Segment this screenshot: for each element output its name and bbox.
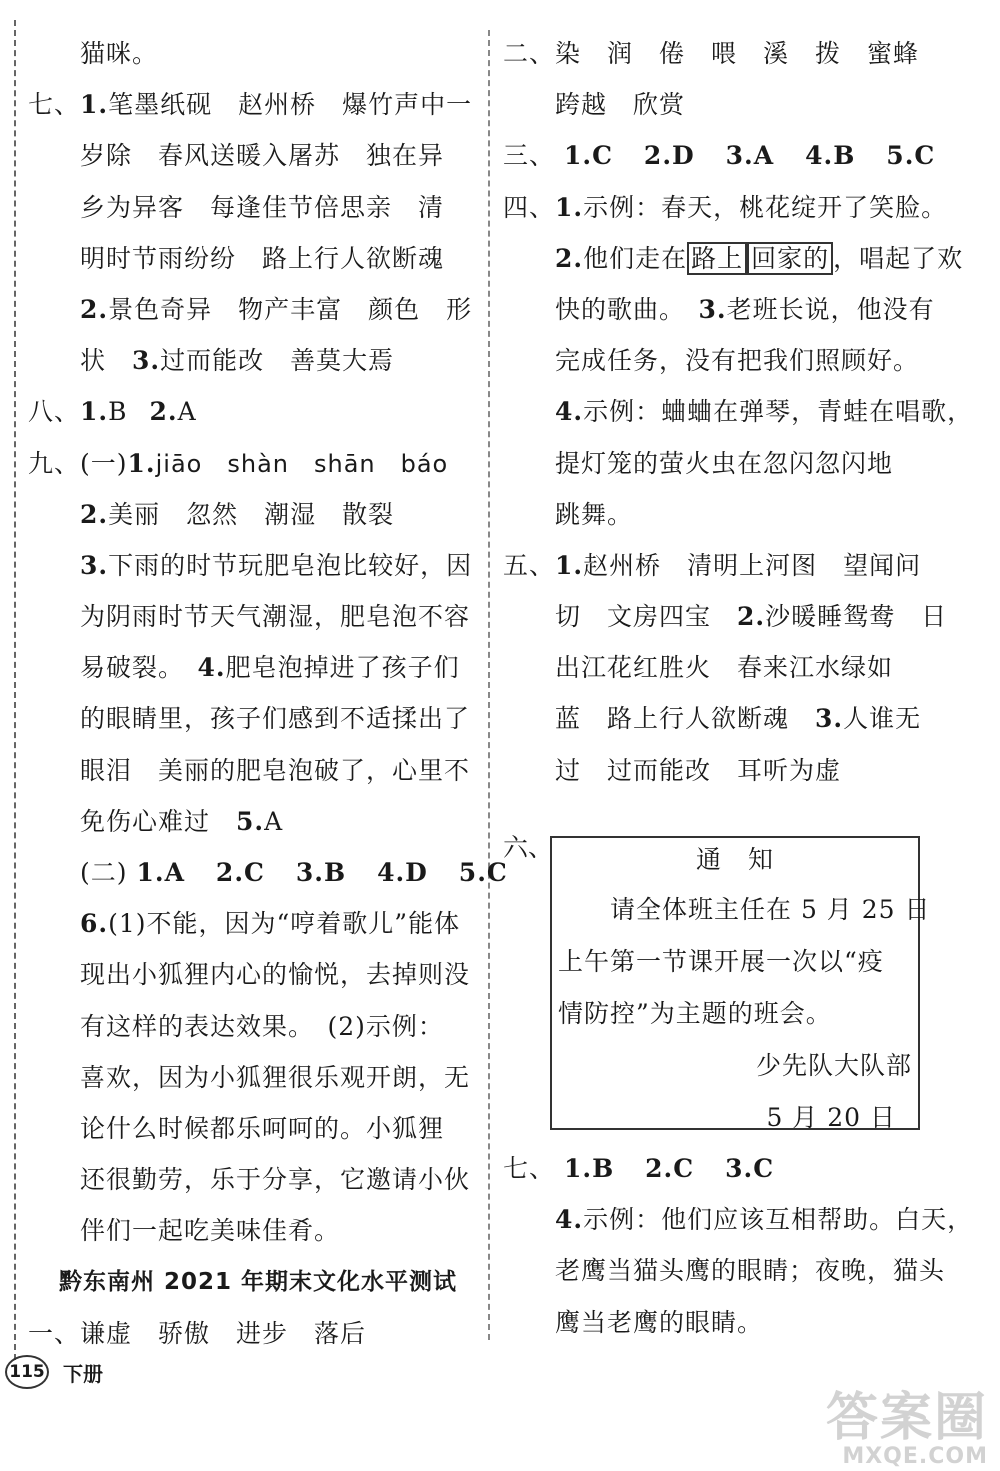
answer-line: 完成任务，没有把我们照顾好。: [555, 346, 920, 376]
volume-label: 下册: [63, 1361, 103, 1386]
answer-line: [28, 642, 478, 693]
item-number: 3.: [815, 704, 844, 734]
notice-date: 5 月 20 日: [766, 1103, 896, 1132]
item-number: 1.: [127, 448, 156, 478]
answer-line: [28, 335, 478, 386]
answer-text: 肥皂泡掉进了孩子们: [225, 653, 460, 683]
answer-text: 笔墨纸砚 赵州桥 爆竹声中一: [108, 90, 473, 120]
item-number: 4.: [197, 653, 226, 683]
item-number: 1.: [555, 550, 584, 580]
answer-text: 赵州桥 清明上河图 望闻问: [583, 550, 922, 580]
answer-text: B: [108, 397, 128, 427]
section-label: 八、: [28, 397, 81, 427]
answer-line: 乡为异客 每逢佳节倍思亲 清: [80, 192, 445, 222]
answer-line: [503, 182, 948, 233]
answer-text: 过而能改 善莫大焉: [160, 346, 395, 376]
section-label: 七、: [503, 1154, 556, 1183]
item-number: 4.: [555, 397, 584, 427]
answer-line: 老鹰当猫头鹰的眼睛；夜晚，猫头: [555, 1256, 946, 1286]
section-label: (二): [80, 858, 128, 887]
notice-body-line: 请全体班主任在 5 月 25 日: [610, 895, 931, 924]
item-number: 2.: [555, 243, 584, 273]
answer-line: 现出小狐狸内心的愉悦，去掉则没: [80, 960, 471, 990]
item-number: 1.: [80, 397, 109, 427]
answer-text: 谦虚 骄傲 进步 落后: [80, 1318, 367, 1348]
answer-text: A: [177, 397, 197, 427]
answer-text: 示例：他们应该互相帮助。白天，: [583, 1205, 974, 1235]
page-footer: [5, 1352, 103, 1392]
notice-body-line: 上午第一节课开展一次以“疫: [558, 947, 884, 976]
answer-line: 鹰当老鹰的眼睛。: [555, 1307, 764, 1337]
left-column: [28, 28, 508, 1359]
answer-text: 示例：春天，桃花绽开了笑脸。: [583, 192, 948, 222]
section-label: 五、: [503, 550, 556, 580]
item-number: 5.: [236, 806, 265, 836]
choice-answer: 4.D: [377, 858, 428, 887]
item-number: 3.: [132, 346, 161, 376]
answer-text: 人谁无: [843, 704, 922, 734]
choice-answer: 3.B: [295, 858, 347, 887]
choice-answer: 4.B: [805, 141, 856, 171]
answer-line: 明时节雨纷纷 路上行人欲断魂: [80, 243, 445, 273]
answer-text: 老班长说，他没有: [726, 294, 935, 324]
section-label: 四、: [503, 192, 556, 222]
answer-line: [28, 284, 478, 335]
item-number: 2.: [737, 602, 766, 632]
answer-line: 喜欢，因为小狐狸很乐观开朗，无: [80, 1062, 471, 1092]
choice-answer: 2.C: [645, 1154, 695, 1183]
item-number: 6.: [80, 909, 109, 939]
item-number: 1.: [555, 192, 584, 222]
choice-answer: 3.A: [725, 141, 775, 171]
answer-line: 为阴雨时节天气潮湿，肥皂泡不容: [80, 602, 471, 632]
watermark-url: MXQE.COM: [842, 1444, 988, 1469]
answer-text: 景色奇异 物产丰富 颜色 形: [108, 294, 473, 324]
answer-text: 免伤心难过: [80, 806, 237, 836]
answer-text: 沙暖睡鸳鸯 日: [765, 602, 948, 632]
pinyin-answers: jiāo shàn shān báo: [155, 449, 449, 478]
item-number: 2.: [80, 499, 109, 529]
answer-line: [28, 79, 478, 130]
item-number: 2.: [80, 294, 109, 324]
choice-answer: 2.D: [643, 141, 695, 171]
item-number: 4.: [555, 1205, 584, 1235]
answer-line: 论什么时候都乐呵呵的。小狐狸: [80, 1113, 445, 1143]
choice-answer: 3.C: [725, 1154, 775, 1183]
answer-line: 岁除 春风送暖入屠苏 独在异: [80, 141, 445, 171]
answer-line: [28, 489, 478, 540]
answer-text: 他们走在: [583, 243, 688, 273]
answer-text: 美丽 忽然 潮湿 散裂: [108, 499, 395, 529]
watermark: [825, 1388, 988, 1469]
answer-text: 示例：蛐蛐在弹琴，青蛙在唱歌，: [583, 397, 974, 427]
answer-line: [503, 1194, 974, 1245]
answer-line: 过 过而能改 耳听为虚: [555, 755, 842, 785]
answer-text: 切 文房四宝: [555, 602, 738, 632]
answer-line: 提灯笼的萤火虫在忽闪忽闪地: [555, 448, 894, 478]
choice-answer: 2.C: [215, 858, 265, 887]
right-column: [503, 28, 974, 796]
answer-line: [503, 130, 943, 181]
item-number: 3.: [80, 550, 109, 580]
answer-line: [503, 284, 943, 335]
answer-text: 蓝 路上行人欲断魂: [555, 704, 816, 734]
answer-text: 下雨的时节玩肥皂泡比较好，因: [108, 550, 473, 580]
answer-line: 还很勤劳，乐于分享，它邀请小伙: [80, 1165, 471, 1195]
boxed-word: 回家的: [747, 242, 833, 275]
notice-title: 通 知: [695, 845, 774, 874]
answer-line: 跳舞。: [555, 499, 634, 529]
binding-dashed-line: [14, 20, 16, 1360]
item-number: 3.: [698, 294, 727, 324]
answer-text: ，唱起了欢: [833, 243, 964, 273]
answer-line: 的眼睛里，孩子们感到不适揉出了: [80, 704, 471, 734]
answer-line: [503, 386, 974, 437]
answer-line: [28, 438, 478, 489]
answer-line: [503, 693, 943, 744]
choice-answer: 5.C: [458, 858, 508, 887]
answer-line: 跨越 欣赏: [555, 90, 686, 120]
section-label: 七、: [28, 90, 81, 120]
column-divider: [488, 30, 490, 1340]
choice-answer: 5.C: [886, 141, 936, 171]
answer-line: [28, 898, 478, 949]
section-label: 六、: [503, 833, 554, 862]
right-column-lower: [503, 1143, 974, 1348]
item-number: 1.: [80, 90, 109, 120]
answer-text: A: [264, 806, 284, 836]
section-label: 一、: [28, 1318, 81, 1348]
answer-text: 染 润 倦 喂 溪 拨 蜜蜂: [555, 39, 920, 68]
choice-answer: 1.B: [563, 1154, 615, 1183]
choice-answer: 1.C: [563, 141, 613, 171]
answer-line: [28, 540, 478, 591]
answer-line: 出江花红胜火 春来江水绿如: [555, 653, 894, 683]
notice-box: [550, 836, 931, 1132]
section-label: 九、(一): [28, 448, 128, 478]
page-number: 115: [5, 1355, 49, 1389]
answer-text: 快的歌曲。: [555, 294, 699, 324]
answer-line: [28, 796, 478, 847]
answer-line: [28, 386, 478, 437]
answer-line: 眼泪 美丽的肥皂泡破了，心里不: [80, 755, 471, 785]
answer-line: 伴们一起吃美味佳肴。: [80, 1216, 341, 1246]
watermark-logo-text: 答案圈: [825, 1388, 988, 1448]
section-heading: 黔东南州 2021 年期末文化水平测试: [58, 1268, 458, 1295]
answer-text: 易破裂。: [80, 653, 198, 683]
notice-signature: 少先队大队部: [755, 1051, 912, 1080]
notice-body-line: 情防控”为主题的班会。: [558, 999, 832, 1028]
answer-line: [503, 1143, 943, 1194]
section-label: 三、: [503, 141, 556, 171]
answer-text: 状: [80, 346, 133, 376]
answer-line: 有这样的表达效果。 (2)示例：: [80, 1011, 444, 1041]
answer-text: (1)不能，因为“哼着歌儿”能体: [108, 909, 461, 939]
answer-line: [28, 847, 508, 898]
answer-line: [503, 233, 964, 284]
answer-line: [503, 28, 943, 79]
item-number: 2.: [149, 397, 178, 427]
boxed-word: 路上: [687, 242, 747, 275]
choice-answer: 1.A: [136, 858, 185, 887]
answer-line: 猫咪。: [80, 39, 159, 68]
answer-line: [503, 591, 948, 642]
answer-line: [503, 540, 943, 591]
section-label: 二、: [503, 39, 556, 68]
